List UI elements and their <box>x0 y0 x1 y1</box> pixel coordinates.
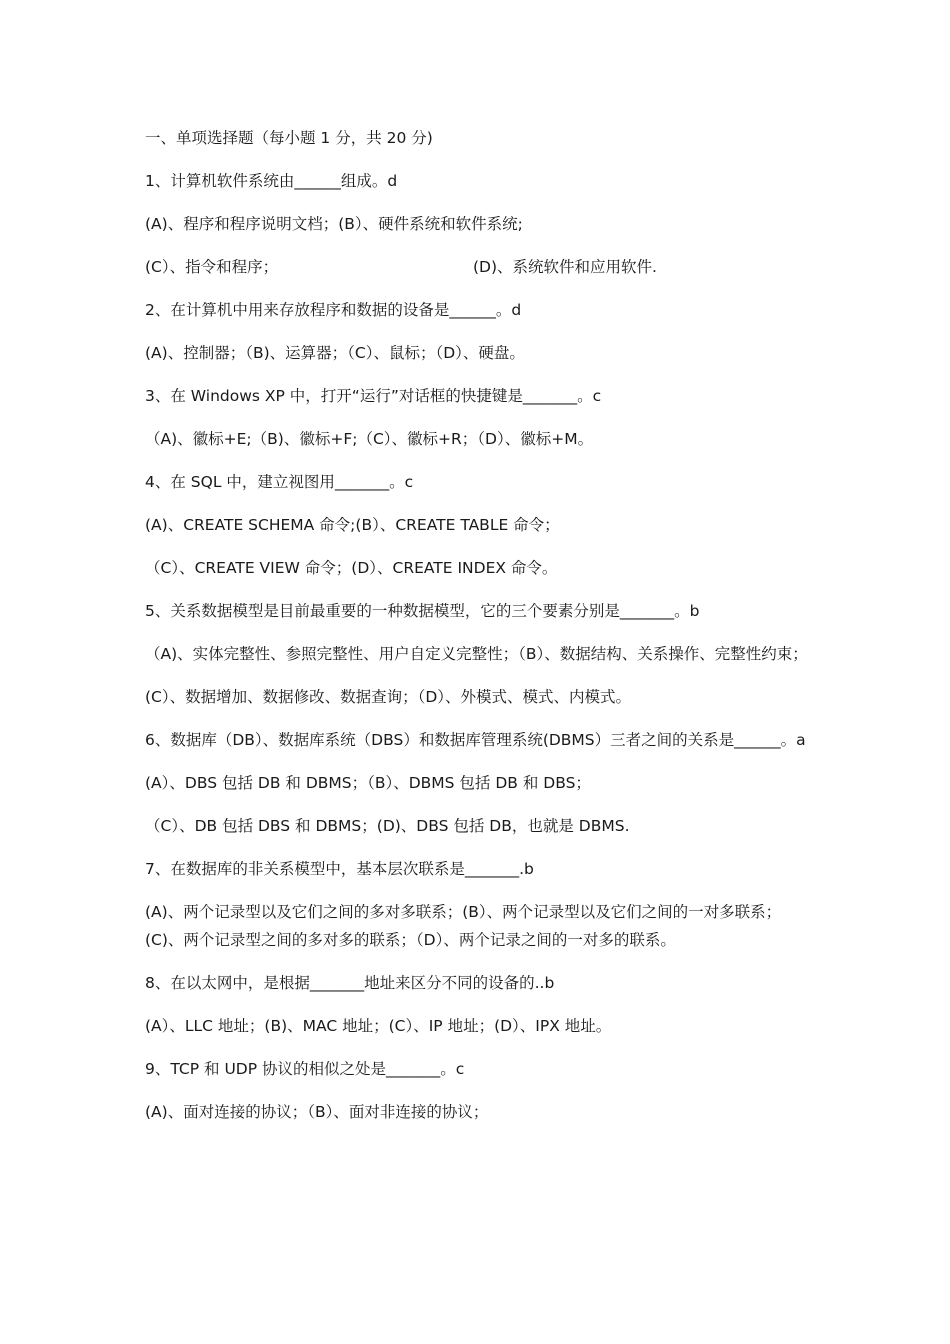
question-6-options-ab: (A）、DBS 包括 DB 和 DBMS；（B）、DBMS 包括 DB 和 DBS； <box>145 774 591 792</box>
question-7-stem: 7、在数据库的非关系模型中，基本层次联系是_______.b <box>145 860 534 878</box>
question-4-options-cd: （C）、CREATE VIEW 命令；(D）、CREATE INDEX 命令。 <box>145 559 558 577</box>
question-9-options-ab: (A)、面对连接的协议；（B）、面对非连接的协议； <box>145 1103 489 1121</box>
question-1-option-d: (D)、系统软件和应用软件. <box>473 258 657 276</box>
question-1-stem: 1、计算机软件系统由______组成。d <box>145 172 398 190</box>
question-8-options: (A）、LLC 地址；(B)、MAC 地址；(C）、IP 地址；(D）、IPX 地址。 <box>145 1017 612 1035</box>
question-3-options: （A)、徽标+E;（B)、徽标+F;（C）、徽标+R；（D）、徽标+M。 <box>145 430 594 448</box>
question-7-options: (A)、两个记录型以及它们之间的多对多联系；(B）、两个记录型以及它们之间的一对多联系；(C)、两个记录型之间的多对多的联系；（D）、两个记录之间的一对多的联系。 <box>145 903 782 949</box>
question-5-options-ab: （A)、实体完整性、参照完整性、用户自定义完整性；（B）、数据结构、关系操作、完整性约束； <box>145 645 808 663</box>
question-6-options-cd: （C）、DB 包括 DBS 和 DBMS；(D)、DBS 包括 DB，也就是 DBMS. <box>145 817 630 835</box>
question-9-stem: 9、TCP 和 UDP 协议的相似之处是_______。c <box>145 1060 465 1078</box>
question-6-stem: 6、数据库（DB）、数据库系统（DBS）和数据库管理系统(DBMS）三者之间的关系是______。a <box>145 731 806 749</box>
question-3-stem: 3、在 Windows XP 中，打开“运行”对话框的快捷键是_______。c <box>145 387 602 405</box>
section-heading: 一、单项选择题（每小题 1 分，共 20 分) <box>145 129 433 147</box>
question-2-options: (A)、控制器；（B)、运算器；（C）、鼠标；（D）、硬盘。 <box>145 344 525 362</box>
question-1-options-cd <box>145 253 810 281</box>
document-body <box>145 124 810 1126</box>
question-4-stem: 4、在 SQL 中，建立视图用_______。c <box>145 473 414 491</box>
question-1-option-c: (C）、指令和程序； <box>145 258 279 276</box>
question-5-stem: 5、关系数据模型是目前最重要的一种数据模型，它的三个要素分别是_______。b <box>145 602 700 620</box>
question-5-options-cd: (C）、数据增加、数据修改、数据查询；（D）、外模式、模式、内模式。 <box>145 688 632 706</box>
question-8-stem: 8、在以太网中，是根据_______地址来区分不同的设备的..b <box>145 974 555 992</box>
question-4-options-ab: (A)、CREATE SCHEMA 命令;(B）、CREATE TABLE 命令； <box>145 516 560 534</box>
question-2-stem: 2、在计算机中用来存放程序和数据的设备是______。d <box>145 301 522 319</box>
question-1-options-ab: (A)、程序和程序说明文档；(B）、硬件系统和软件系统; <box>145 215 523 233</box>
